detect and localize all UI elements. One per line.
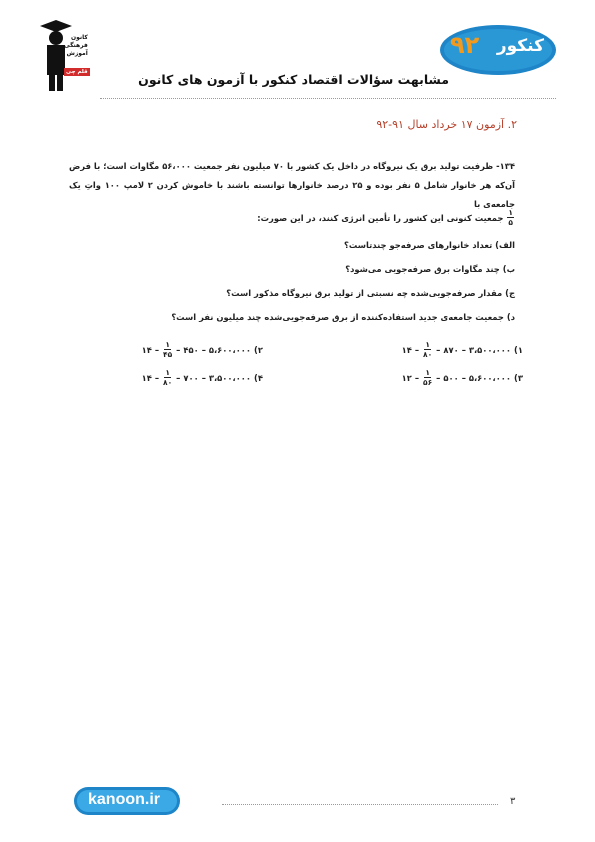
fraction: $\frac{۱}{۵۶}$ [423, 368, 433, 387]
kanoon-logo [34, 14, 96, 94]
logo-tag: قلم چی [66, 69, 88, 75]
part-d: د) جمعیت جامعه‌ی جدید استفاده‌کننده از برق صرفه‌جویی‌شده چند میلیون نفر است؟ [171, 312, 515, 322]
fraction: $\frac{۱}{۵}$ [508, 208, 513, 227]
part-a: الف) تعداد خانوارهای صرفه‌جو چندتاست؟ [344, 240, 515, 250]
part-c: ج) مقدار صرفه‌جویی‌شده چه نسبتی از تولید برق نیروگاه مذکور است؟ [226, 288, 515, 298]
header-divider [100, 98, 556, 99]
part-b: ب) چند مگاوات برق صرفه‌جویی می‌شود؟ [345, 264, 515, 274]
page-number: ۳ [510, 796, 516, 807]
page-title: مشابهت سؤالات اقتصاد کنکور با آزمون های کانون [138, 72, 449, 87]
option-3[interactable]: ۳) ۵،۶۰۰،۰۰۰ – ۵۰۰ – $\frac{۱}{۵۶}$ – ۱۲ [401, 368, 523, 387]
question-stem: ۱۳۴- ظرفیت تولید برق یک نیروگاه در داخل یک کشور با ۷۰ میلیون نفر جمعیت ۵۶،۰۰۰ مگاوات است؛ با فرض آن‌که هر خانوار شامل ۵ نفر بوده و ۲۵ درصد خانوارها توانسته باشند با خاموش کردن ۲ لامپ ۱۰۰ واتِ یک جامعه‌ی با [69, 161, 516, 209]
site-logo-text: kanoon.ir [88, 791, 161, 808]
fraction: $\frac{۱}{۴۵}$ [163, 340, 173, 359]
logo-line-1: کانون [70, 34, 88, 41]
fraction: $\frac{۱}{۸۰}$ [163, 368, 173, 387]
option-4[interactable]: ۴) ۳،۵۰۰،۰۰۰ – ۷۰۰ – $\frac{۱}{۸۰}$ – ۱۴ [141, 368, 263, 387]
konkur-badge [438, 22, 558, 78]
section-heading: ۲. آزمون ۱۷ خرداد سال ۹۱-۹۲ [376, 118, 517, 131]
logo-line-3: آموزش [66, 50, 88, 57]
fraction: $\frac{۱}{۸۰}$ [423, 340, 433, 359]
badge-number: ۹۲ [450, 31, 480, 59]
question-fraction-line [257, 208, 515, 227]
kanoon-site-logo[interactable] [72, 783, 182, 819]
badge-word: کنکور [496, 36, 544, 56]
footer-divider [222, 804, 498, 805]
option-1[interactable]: ۱) ۳،۵۰۰،۰۰۰ – ۸۷۰ – $\frac{۱}{۸۰}$ – ۱۴ [401, 340, 523, 359]
option-2[interactable]: ۲) ۵،۶۰۰،۰۰۰ – ۴۵۰ – $\frac{۱}{۴۵}$ – ۱۴ [141, 340, 263, 359]
question-line-text: جمعیت کنونی این کشور را تأمین انرژی کنند، در این صورت: [257, 212, 504, 223]
logo-line-2: فرهنگی [64, 42, 88, 49]
